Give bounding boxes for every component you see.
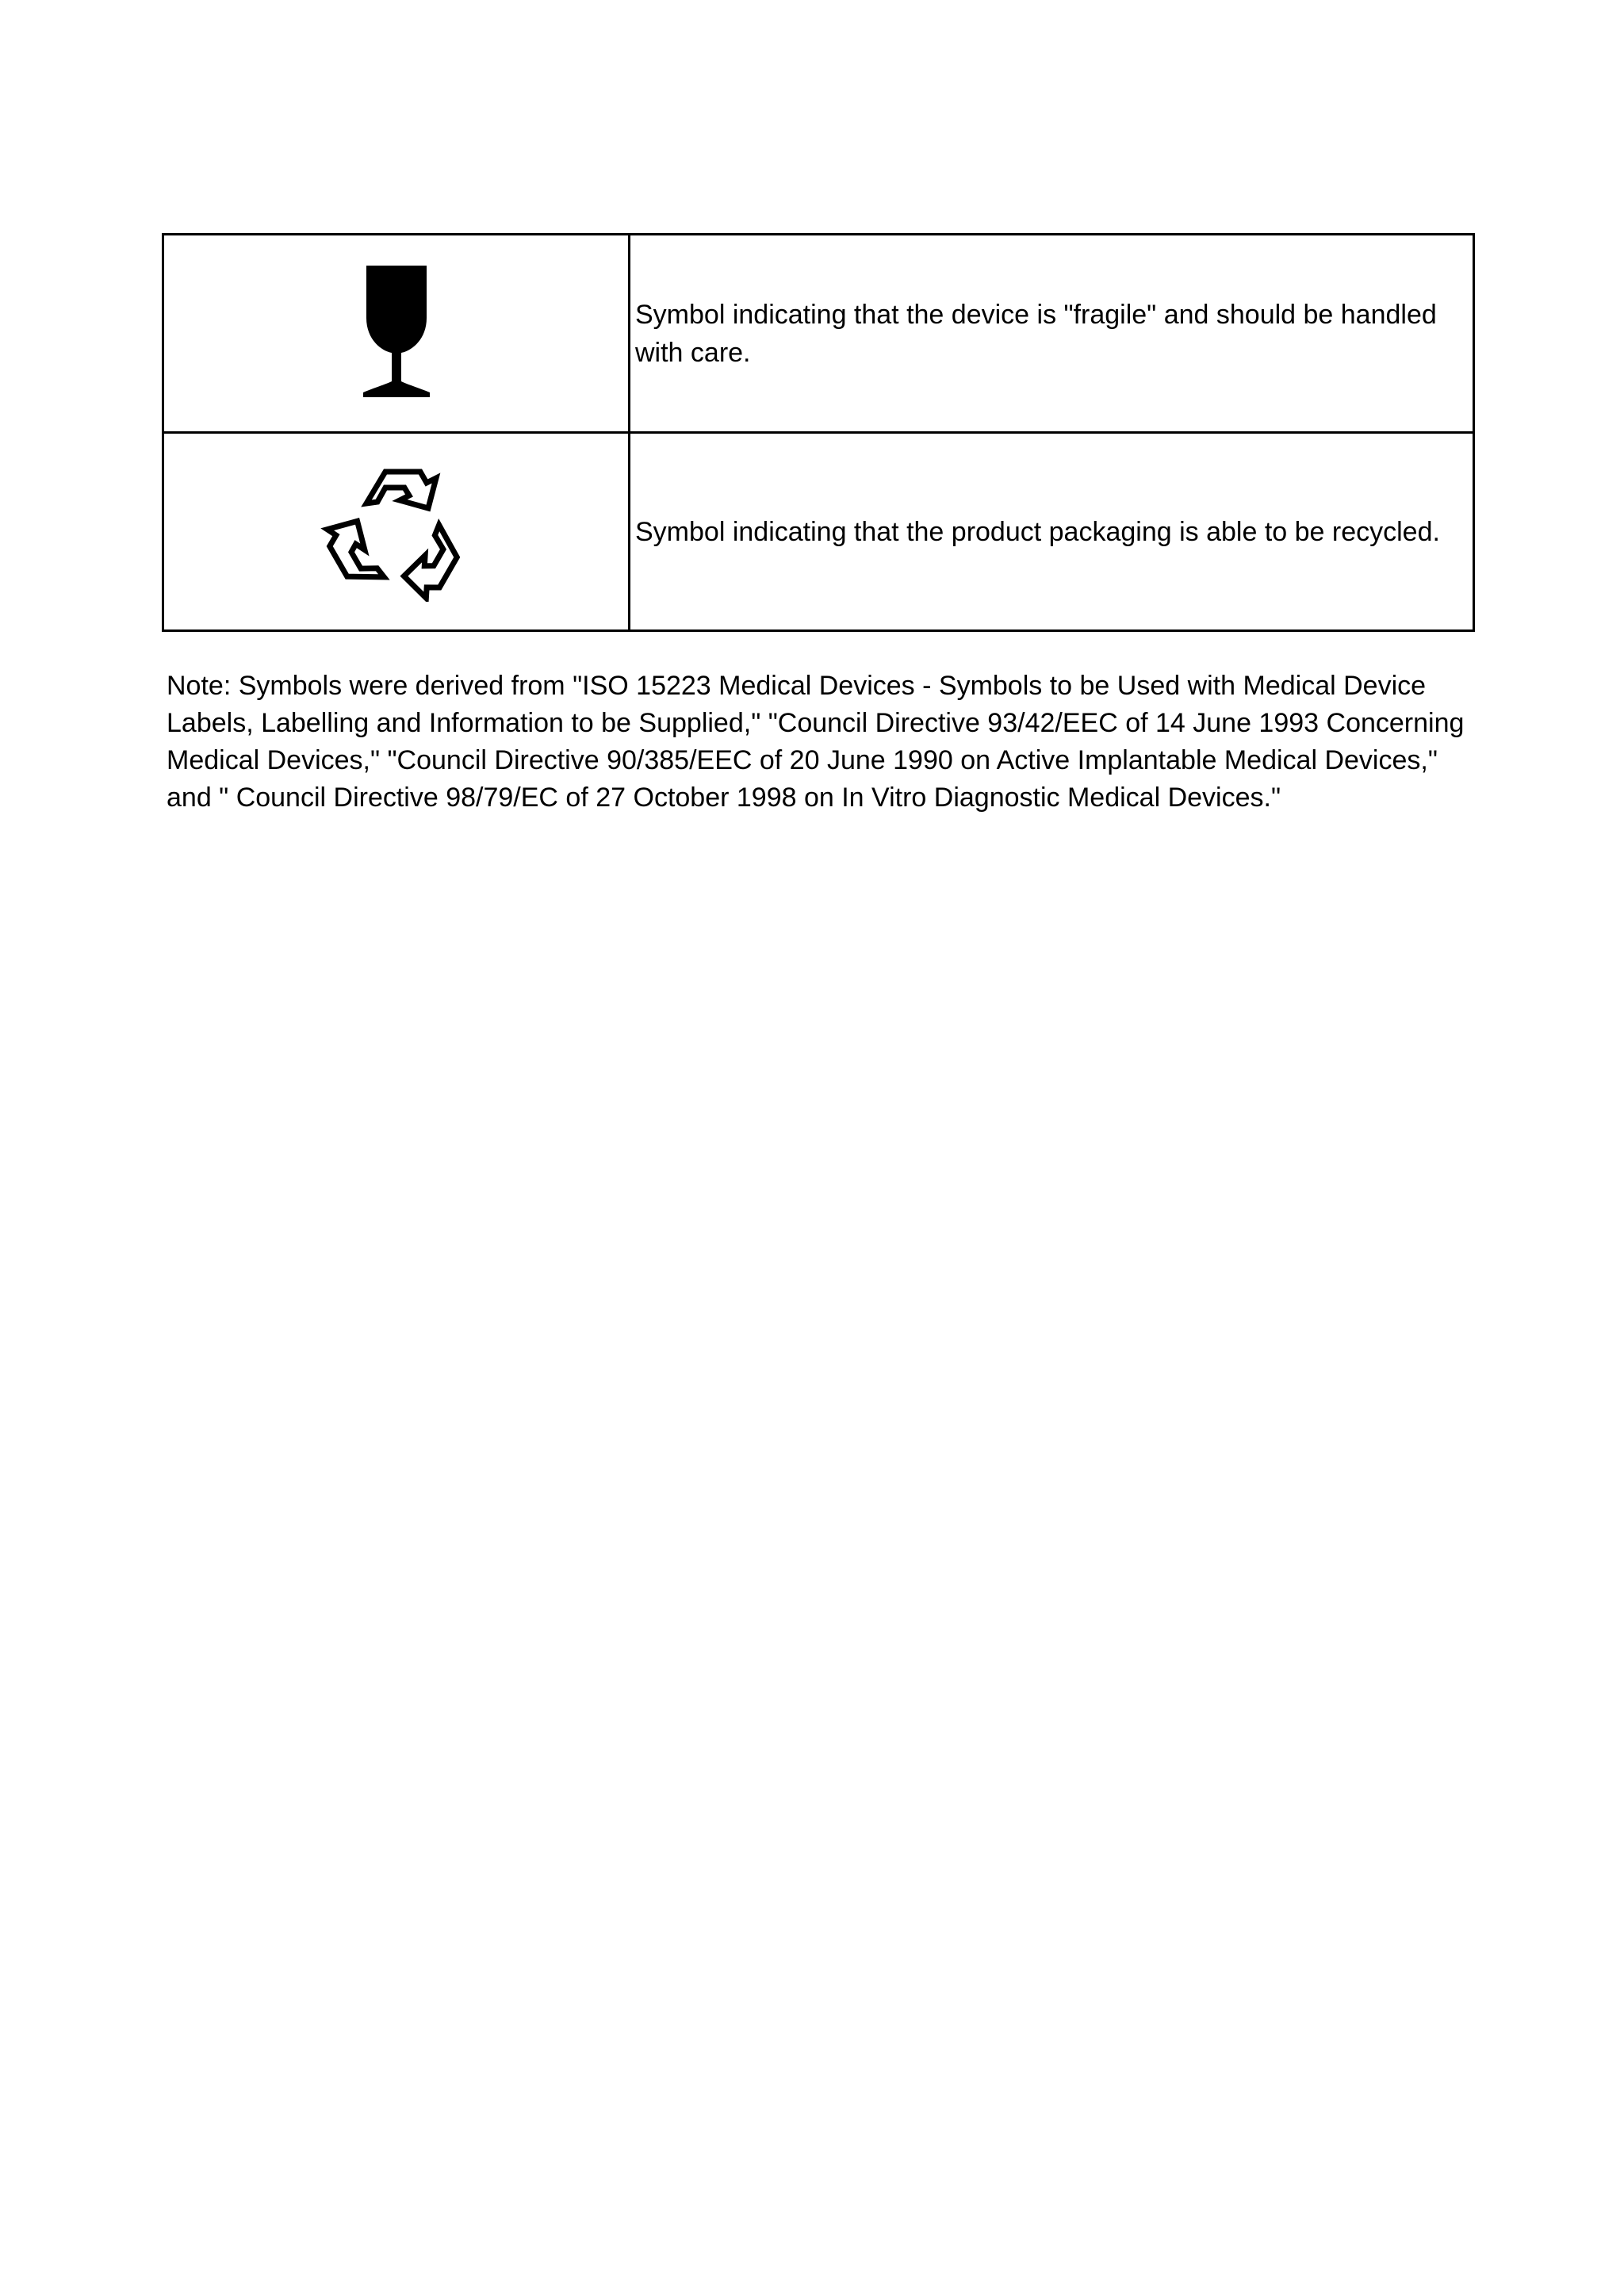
symbol-cell <box>163 433 630 631</box>
symbols-table <box>162 233 1475 632</box>
table-row <box>163 235 1474 433</box>
recycle-icon <box>317 462 476 602</box>
fragile-glass-icon <box>357 262 436 405</box>
symbol-description: Symbol indicating that the device is "fragile" and should be handled with care. <box>630 235 1474 433</box>
table-row <box>163 433 1474 631</box>
symbol-cell <box>163 235 630 433</box>
source-note: Note: Symbols were derived from "ISO 15223 Medical Devices - Symbols to be Used with Medical Device Labels, Labelling and Information to be Supplied," "Council Directive 93/42/EEC of 14 June 1993 Concerning Medical Devices," "Council Directive 90/385/EEC of 20 June 1990 on Active Implantable Medical Devices," and " Council Directive 98/79/EC of 27 October 1998 on In Vitro Diagnostic Medical Devices." <box>167 671 1465 813</box>
symbol-description: Symbol indicating that the product packaging is able to be recycled. <box>630 433 1474 631</box>
